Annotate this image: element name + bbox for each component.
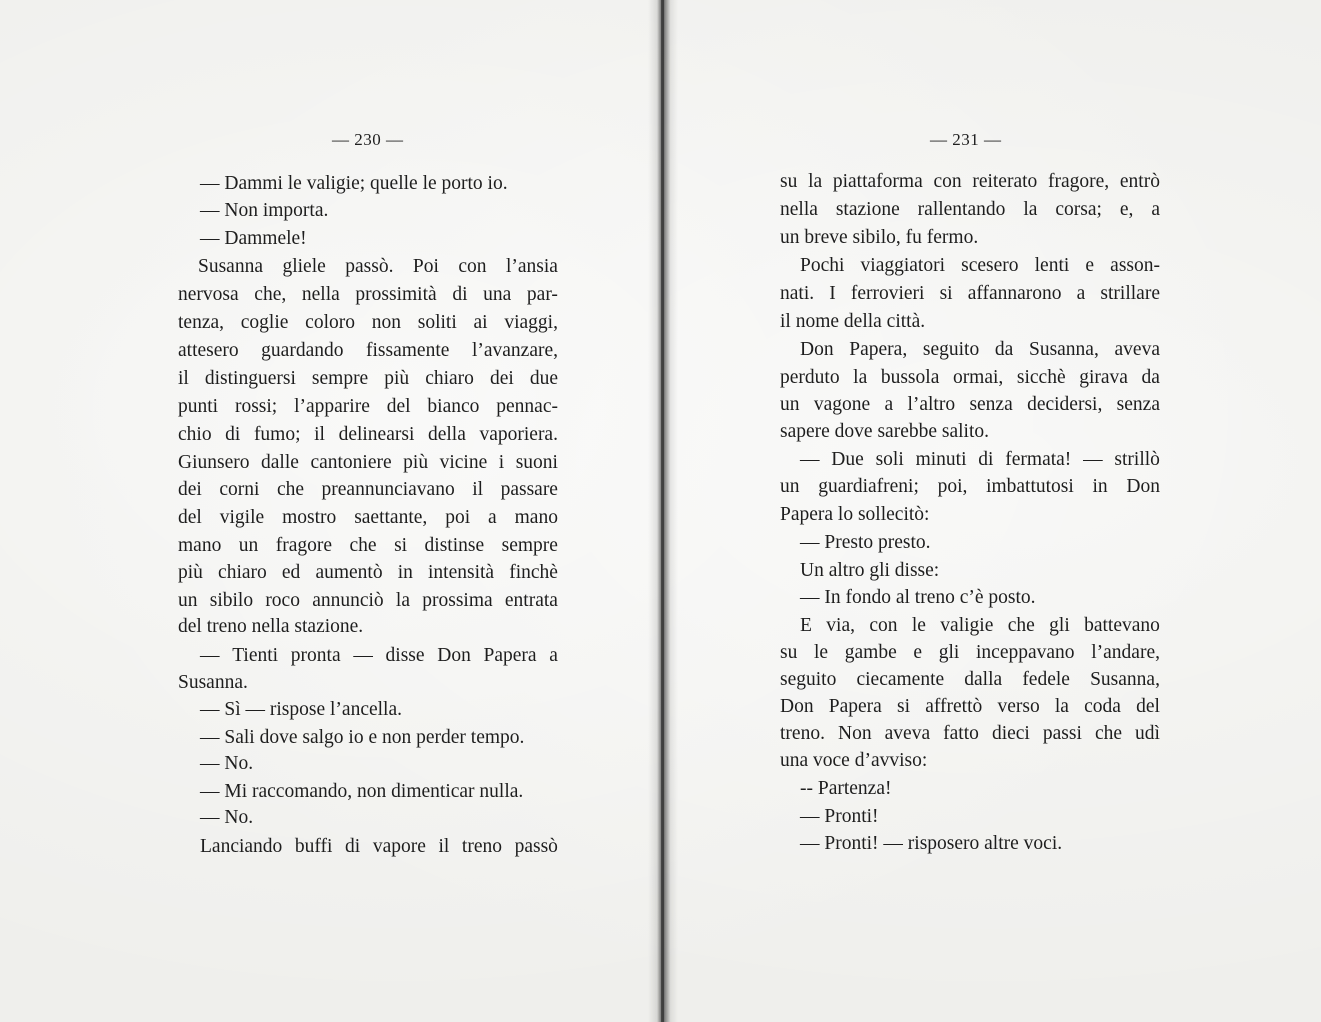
word: vapore <box>372 836 426 857</box>
word: la <box>1023 199 1038 220</box>
text-line <box>780 724 1160 744</box>
word: un <box>780 476 800 497</box>
word: intensità <box>428 562 495 583</box>
text-line <box>200 646 558 666</box>
word: pronta <box>290 645 341 666</box>
word: ai <box>473 312 488 333</box>
text-line: — Pronti! — risposero altre voci. <box>800 833 1063 854</box>
text-line: — In fondo al treno c’è posto. <box>800 587 1036 608</box>
text-line <box>178 508 558 528</box>
text-line: — Presto presto. <box>800 532 931 553</box>
text-line <box>780 172 1160 192</box>
word: distinse <box>424 535 485 556</box>
word: con <box>933 171 962 192</box>
word: due <box>529 368 558 389</box>
text-line: — Mi raccomando, non dimenticar nulla. <box>200 781 524 802</box>
word: di <box>452 284 468 305</box>
text-line <box>780 643 1160 663</box>
word: e, <box>1119 199 1134 220</box>
word: si <box>394 535 408 556</box>
word: un <box>238 535 259 556</box>
word: buffi <box>294 836 333 857</box>
text-line: sapere dove sarebbe salito. <box>780 421 989 442</box>
word: senza <box>969 394 1013 415</box>
word: — <box>1083 449 1103 470</box>
text-line <box>800 340 1160 360</box>
word: treno. <box>780 723 825 744</box>
word: — <box>800 449 820 470</box>
text-line: un breve sibilo, fu fermo. <box>780 227 979 248</box>
text-line <box>178 591 558 611</box>
word: una <box>483 284 512 305</box>
word: saettante, <box>354 507 428 528</box>
word: girava <box>1079 367 1128 388</box>
word: pennac- <box>496 396 558 417</box>
word: ed <box>281 562 301 583</box>
text-line <box>780 670 1160 690</box>
word: via, <box>826 615 855 636</box>
word: tenza, <box>178 312 225 333</box>
word: E <box>800 615 812 636</box>
word: non <box>371 312 401 333</box>
word: reiterato <box>972 171 1038 192</box>
word: entrata <box>504 590 558 611</box>
text-line <box>800 256 1160 276</box>
word: Lanciando <box>200 836 283 857</box>
text-line <box>178 425 558 445</box>
word: Susanna, <box>1028 339 1099 360</box>
text-line: — Dammele! <box>200 228 307 249</box>
word: Papera <box>828 696 882 717</box>
word: preannunciavano <box>321 479 455 500</box>
word: nati. <box>780 283 815 304</box>
word: dieci <box>991 723 1030 744</box>
word: fermata! <box>1005 449 1072 470</box>
word: seguito <box>922 339 980 360</box>
text-line <box>178 536 558 556</box>
word: suoni <box>515 452 558 473</box>
word: ormai, <box>952 367 1004 388</box>
word: coglie <box>240 312 289 333</box>
word: prossima <box>422 590 493 611</box>
word: di <box>978 449 994 470</box>
right-page-number: — 231 — <box>930 130 1002 149</box>
word: da <box>1141 367 1160 388</box>
word: Papera, <box>849 339 908 360</box>
word: lenti <box>1034 255 1070 276</box>
word: ciecamente <box>856 669 945 690</box>
word: vigile <box>219 507 265 528</box>
text-line <box>178 313 558 333</box>
word: la <box>1054 696 1069 717</box>
word: la <box>395 590 410 611</box>
word: I <box>829 283 836 304</box>
word: l’apparire <box>294 396 370 417</box>
word: e <box>913 642 923 663</box>
word: a <box>1076 283 1086 304</box>
word: le <box>911 615 926 636</box>
word: sempre <box>501 535 558 556</box>
word: di <box>225 424 241 445</box>
word: viaggiatori <box>860 255 946 276</box>
text-line <box>800 616 1160 636</box>
word: Susanna, <box>1090 669 1160 690</box>
word: Don <box>437 645 471 666</box>
word: si <box>939 283 953 304</box>
word: fatto <box>943 723 979 744</box>
word: dei <box>489 368 514 389</box>
word: strillare <box>1100 283 1160 304</box>
word: gliele <box>282 256 326 277</box>
word: perduto <box>780 367 840 388</box>
word: del <box>386 396 411 417</box>
word: affrettò <box>925 696 983 717</box>
word: attesero <box>178 340 239 361</box>
word: che <box>276 479 304 500</box>
word: — <box>353 645 373 666</box>
word: nella <box>780 199 818 220</box>
word: — <box>200 645 220 666</box>
word: guardiafreni; <box>818 476 919 497</box>
word: nella <box>301 284 340 305</box>
word: l’andare, <box>1091 642 1160 663</box>
word: con <box>869 615 898 636</box>
word: rossi; <box>234 396 278 417</box>
text-line: Susanna. <box>178 672 248 693</box>
text-line: — Sali dove salgo io e non perder tempo. <box>200 727 525 748</box>
word: senza <box>1116 394 1160 415</box>
text-line <box>178 563 558 583</box>
word: sibilo <box>209 590 254 611</box>
word: mostro <box>282 507 337 528</box>
word: gli <box>1049 615 1070 636</box>
word: che <box>349 535 377 556</box>
word: il <box>178 368 189 389</box>
word: corni <box>219 479 260 500</box>
word: fedele <box>1022 669 1070 690</box>
word: nervosa <box>178 284 239 305</box>
word: Don <box>780 696 814 717</box>
word: sempre <box>311 368 369 389</box>
word: vagone <box>813 394 871 415</box>
text-line: — Dammi le valigie; quelle le porto io. <box>200 173 508 194</box>
word: che, <box>254 284 287 305</box>
word: di <box>345 836 361 857</box>
word: la <box>853 367 868 388</box>
word: Papera <box>483 645 537 666</box>
word: strillò <box>1114 449 1160 470</box>
word: il <box>314 424 325 445</box>
word: Don <box>1126 476 1160 497</box>
word: guardando <box>261 340 344 361</box>
text-line: — Sì — rispose l’ancella. <box>200 699 402 720</box>
word: coloro <box>305 312 355 333</box>
word: piattaforma <box>832 171 923 192</box>
word: dei <box>178 479 202 500</box>
text-line: Un altro gli disse: <box>800 560 940 581</box>
word: il <box>472 479 484 500</box>
word: che <box>1094 723 1122 744</box>
text-line: il nome della città. <box>780 311 926 332</box>
text-line: -- Partenza! <box>800 778 892 799</box>
word: corsa; <box>1055 199 1102 220</box>
word: seguito <box>780 669 837 690</box>
word: più <box>384 368 410 389</box>
word: decidersi, <box>1027 394 1103 415</box>
word: Susanna <box>198 256 263 277</box>
word: annunciò <box>312 590 384 611</box>
word: udì <box>1135 723 1160 744</box>
word: coda <box>1084 696 1121 717</box>
word: l’avanzare, <box>471 340 558 361</box>
word: punti <box>178 396 219 417</box>
word: un <box>178 590 198 611</box>
text-line <box>178 453 558 473</box>
word: gambe <box>844 642 897 663</box>
word: soliti <box>417 312 457 333</box>
word: su <box>780 642 798 663</box>
word: minuti <box>915 449 967 470</box>
word: chiaro <box>425 368 474 389</box>
word: soli <box>875 449 904 470</box>
word: con <box>458 256 487 277</box>
word: chio <box>178 424 212 445</box>
text-line <box>780 368 1160 388</box>
word: più <box>178 562 203 583</box>
word: rallentando <box>917 199 1006 220</box>
word: Don <box>800 339 834 360</box>
word: fragore, <box>1048 171 1110 192</box>
word: sicchè <box>1016 367 1066 388</box>
word: bussola <box>880 367 940 388</box>
word: fumo; <box>253 424 301 445</box>
word: fragore <box>275 535 333 556</box>
text-line <box>200 837 558 857</box>
word: mano <box>178 535 222 556</box>
word: roco <box>265 590 300 611</box>
word: viaggi, <box>504 312 558 333</box>
word: su <box>780 171 798 192</box>
word: finchè <box>509 562 558 583</box>
word: a <box>488 507 497 528</box>
word: prossimità <box>355 284 437 305</box>
text-line <box>800 450 1160 470</box>
word: Giunsero <box>178 452 250 473</box>
word: passi <box>1042 723 1082 744</box>
text-line <box>198 257 558 277</box>
word: le <box>814 642 829 663</box>
word: poi <box>445 507 471 528</box>
word: il <box>438 836 450 857</box>
word: treno <box>461 836 502 857</box>
word: aveva <box>1114 339 1160 360</box>
word: valigie <box>940 615 994 636</box>
word: del <box>1136 696 1160 717</box>
word: cantoniere <box>310 452 392 473</box>
text-line <box>780 284 1160 304</box>
text-line: — No. <box>200 807 254 828</box>
word: fissamente <box>366 340 450 361</box>
word: entrò <box>1119 171 1160 192</box>
left-page-number: — 230 — <box>332 130 404 149</box>
text-line <box>780 477 1160 497</box>
text-line: — Non importa. <box>200 200 329 221</box>
word: passò. <box>345 256 394 277</box>
text-line <box>178 397 558 417</box>
text-line <box>780 200 1160 220</box>
word: la <box>808 171 823 192</box>
word: mano <box>514 507 558 528</box>
text-line <box>178 480 558 500</box>
word: dalla <box>964 669 1003 690</box>
text-line <box>178 285 558 305</box>
word: vicine <box>439 452 488 473</box>
word: distinguersi <box>204 368 296 389</box>
word: in <box>397 562 413 583</box>
word: del <box>178 507 202 528</box>
word: a <box>884 394 894 415</box>
word: Due <box>831 449 864 470</box>
word: imbattutosi <box>986 476 1074 497</box>
word: disse <box>385 645 425 666</box>
word: si <box>897 696 911 717</box>
binding-line <box>661 0 664 1022</box>
word: un <box>780 394 800 415</box>
word: che <box>1007 615 1035 636</box>
word: asson- <box>1110 255 1160 276</box>
word: l’ansia <box>505 256 558 277</box>
word: aumentò <box>315 562 383 583</box>
word: affannarono <box>967 283 1062 304</box>
word: Tienti <box>232 645 279 666</box>
text-line <box>178 369 558 389</box>
word: a <box>549 645 558 666</box>
word: in <box>1092 476 1108 497</box>
word: della <box>427 424 466 445</box>
text-line <box>780 697 1160 717</box>
word: Non <box>838 723 872 744</box>
word: inceppavano <box>976 642 1075 663</box>
word: ferrovieri <box>850 283 925 304</box>
word: gli <box>938 642 960 663</box>
word: Poi <box>412 256 439 277</box>
text-line: Papera lo sollecitò: <box>780 504 930 525</box>
word: bianco <box>427 396 480 417</box>
word: l’altro <box>907 394 956 415</box>
word: verso <box>997 696 1040 717</box>
word: par- <box>526 284 558 305</box>
word: i <box>498 452 505 473</box>
word: da <box>994 339 1014 360</box>
word: passare <box>500 479 558 500</box>
word: vaporiera. <box>479 424 558 445</box>
word: poi, <box>937 476 968 497</box>
text-line: — Pronti! <box>800 806 879 827</box>
word: scesero <box>961 255 1019 276</box>
word: più <box>403 452 429 473</box>
word: battevano <box>1084 615 1160 636</box>
text-line: del treno nella stazione. <box>178 616 364 637</box>
word: Pochi <box>800 255 845 276</box>
word: e <box>1085 255 1095 276</box>
word: chiaro <box>218 562 267 583</box>
word: stazione <box>835 199 900 220</box>
word: delinearsi <box>338 424 415 445</box>
text-line <box>178 341 558 361</box>
text-line: una voce d’avviso: <box>780 750 928 771</box>
word: passò <box>514 836 558 857</box>
word: aveva <box>884 723 931 744</box>
word: a <box>1151 199 1160 220</box>
word: dalle <box>261 452 299 473</box>
text-line: — No. <box>200 753 254 774</box>
text-line <box>780 395 1160 415</box>
